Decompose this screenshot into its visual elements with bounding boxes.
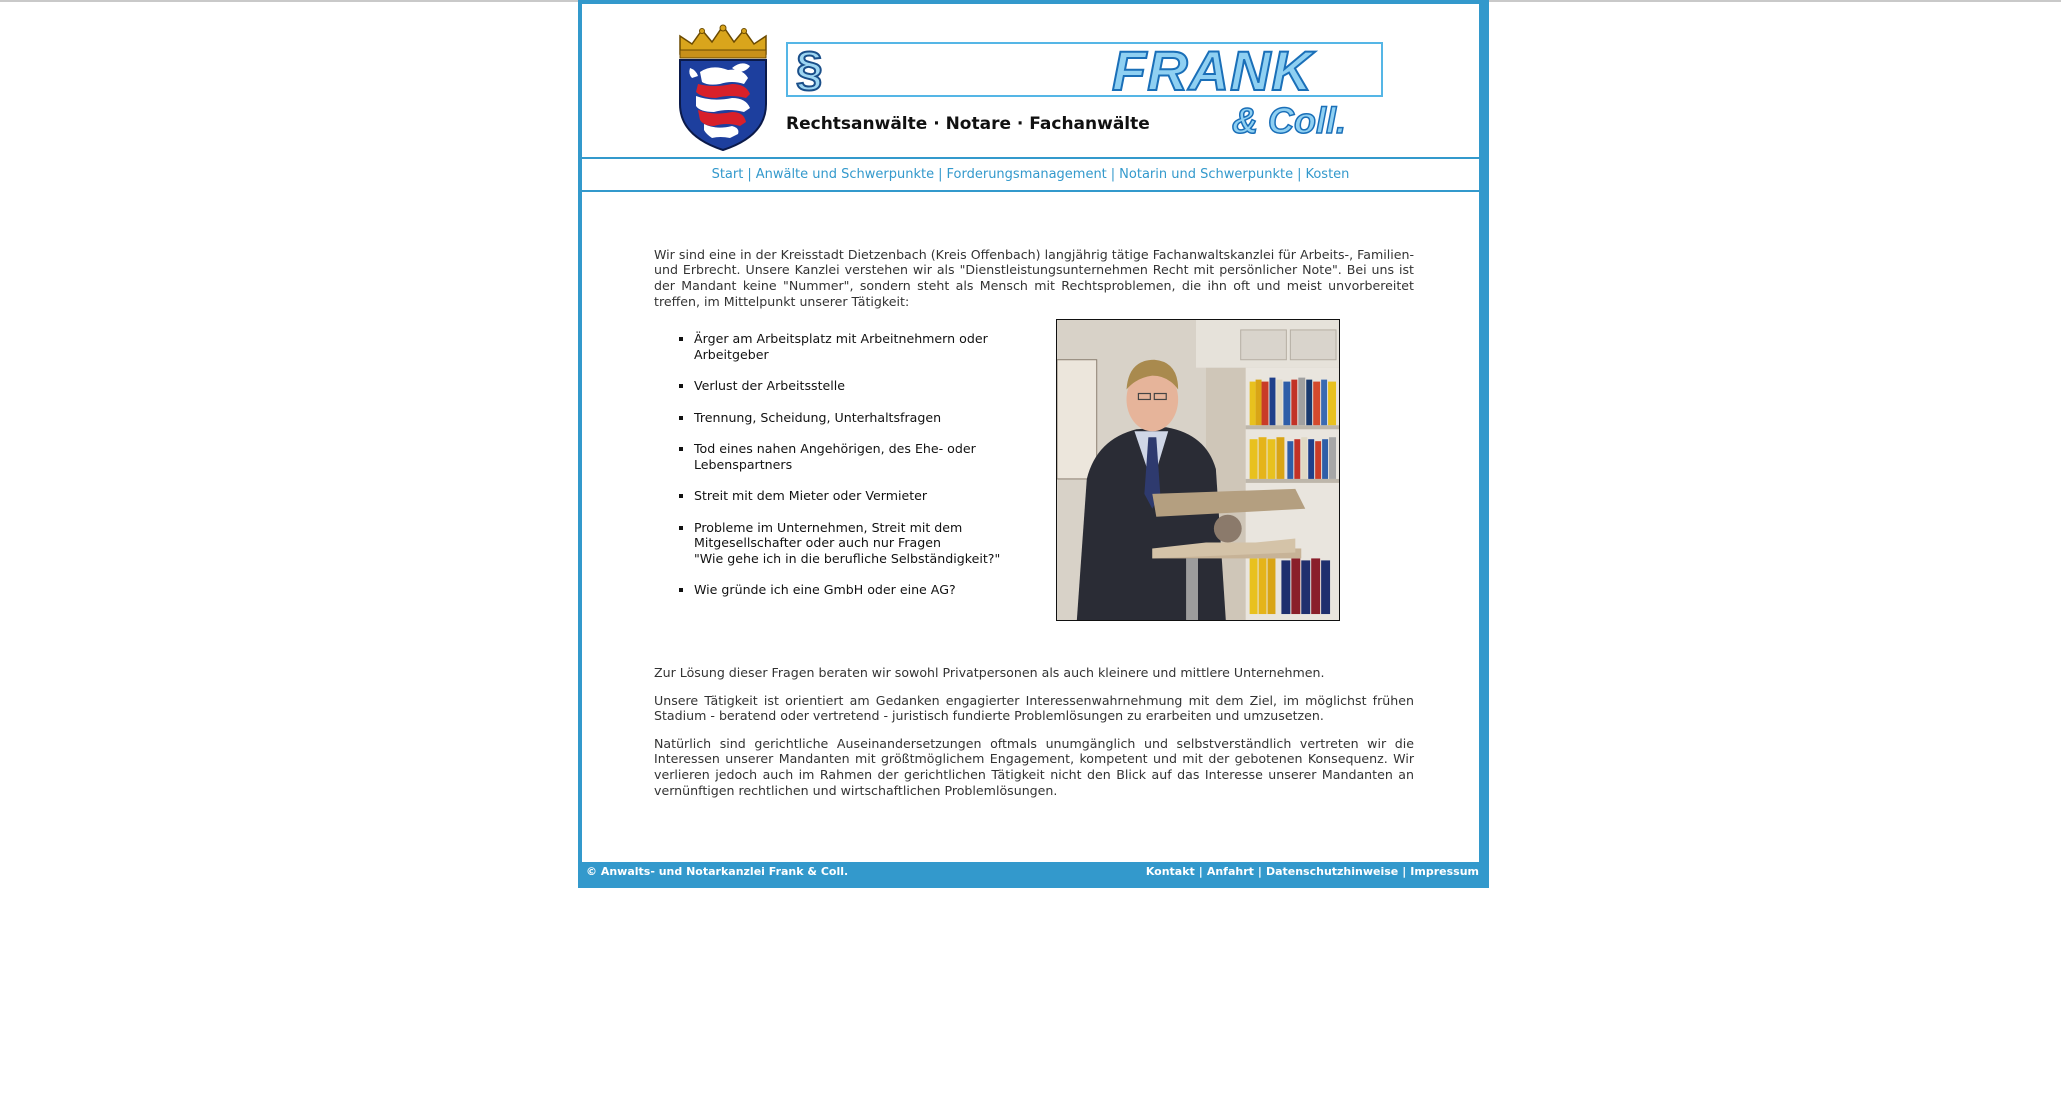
footer-separator: | (1198, 865, 1203, 878)
list-item: ▪ Wie gründe ich eine GmbH oder eine AG? (694, 582, 1034, 598)
problem-list (670, 331, 1034, 614)
footer-link-anfahrt[interactable]: Anfahrt (1206, 865, 1254, 878)
page-frame (578, 0, 1489, 888)
nav-separator: | (747, 167, 752, 182)
paragraph-clients: Zur Lösung dieser Fragen beraten wir sowohl Privatpersonen als auch kleinere und mittlere Unternehmen. (654, 664, 1325, 680)
footer-link-impressum[interactable]: Impressum (1410, 865, 1479, 878)
nav-item-forderungsmanagement[interactable]: Forderungsmanagement (946, 167, 1107, 182)
nav-item-anwaelte-und-schwerpunkte[interactable]: Anwälte und Schwerpunkte (755, 167, 935, 182)
brand-tagline: Rechtsanwälte · Notare · Fachanwälte (786, 114, 1150, 134)
list-item: ▪ Ärger am Arbeitsplatz mit Arbeitnehmern oder Arbeitgeber (694, 331, 1034, 362)
footer-separator: | (1257, 865, 1262, 878)
paragraph-litigation: Natürlich sind gerichtliche Auseinandersetzungen oftmals unumgänglich und selbstverständlich vertreten wir die Interessen unserer Mandanten mit größtmöglichem Engagement, kompetent und mit der gebotenen Konsequenz. Wir verlieren jedoch auch im Rahmen der gerichtlichen Tätigkeit nicht den Blick auf das Interesse unserer Mandanten an vernünftigen rechtlichen und wirtschaftlichen Problemlösungen. (654, 735, 1414, 798)
list-item: ▪ Tod eines nahen Angehörigen, des Ehe- oder Lebenspartners (694, 441, 1034, 472)
footer-copyright: © Anwalts- und Notarkanzlei Frank & Coll. (586, 865, 849, 878)
brand-paragraph-sign: § (796, 43, 823, 96)
main-navigation (582, 157, 1479, 192)
paragraph-approach: Unsere Tätigkeit ist orientiert am Gedanken engagierter Interessenwahrnehmung mit dem Ziel, im möglichst frühen Stadium - beratend oder vertretend - juristisch fundierte Problemlösungen zu erarbeiten und umzusetzen. (654, 692, 1414, 724)
nav-separator: | (1297, 167, 1302, 182)
footer-separator: | (1402, 865, 1407, 878)
brand-suffix: & Coll. (1232, 100, 1346, 141)
hesse-coat-of-arms-logo (672, 24, 774, 152)
list-item: ▪ Trennung, Scheidung, Unterhaltsfragen (694, 410, 1034, 426)
list-item: ▪ Streit mit dem Mieter oder Vermieter (694, 488, 1034, 504)
nav-item-start[interactable]: Start (711, 167, 744, 182)
site-header (582, 4, 1479, 156)
page-content-area (582, 4, 1479, 862)
list-item: ▪ Probleme im Unternehmen, Streit mit dem Mitgesellschafter oder auch nur Fragen "Wie gehe ich in die berufliche Selbständigkeit?" (694, 520, 1034, 567)
intro-paragraph: Wir sind eine in der Kreisstadt Dietzenbach (Kreis Offenbach) langjährig tätige Fachanwaltskanzlei für Arbeits-, Familien- und Erbrecht. Unsere Kanzlei verstehen wir als "Dienstleistungsunternehmen Recht mit persönlicher Note". Bei uns ist der Mandant keine "Nummer", sondern steht als Mensch mit Rechtsproblemen, die ihn oft und meist unvorbereitet treffen, im Mittelpunkt unserer Tätigkeit: (654, 246, 1414, 309)
lawyer-portrait-photo (1056, 319, 1340, 621)
site-footer (582, 862, 1485, 882)
nav-separator: | (938, 167, 943, 182)
nav-item-kosten[interactable]: Kosten (1305, 167, 1350, 182)
footer-link-kontakt[interactable]: Kontakt (1145, 865, 1195, 878)
nav-separator: | (1110, 167, 1116, 182)
nav-item-notarin-und-schwerpunkte[interactable]: Notarin und Schwerpunkte (1119, 167, 1294, 182)
brand-name: FRANK (1112, 39, 1313, 102)
footer-links (1146, 862, 1479, 882)
list-item: ▪ Verlust der Arbeitsstelle (694, 378, 1034, 394)
footer-link-datenschutzhinweise[interactable]: Datenschutzhinweise (1265, 865, 1399, 878)
